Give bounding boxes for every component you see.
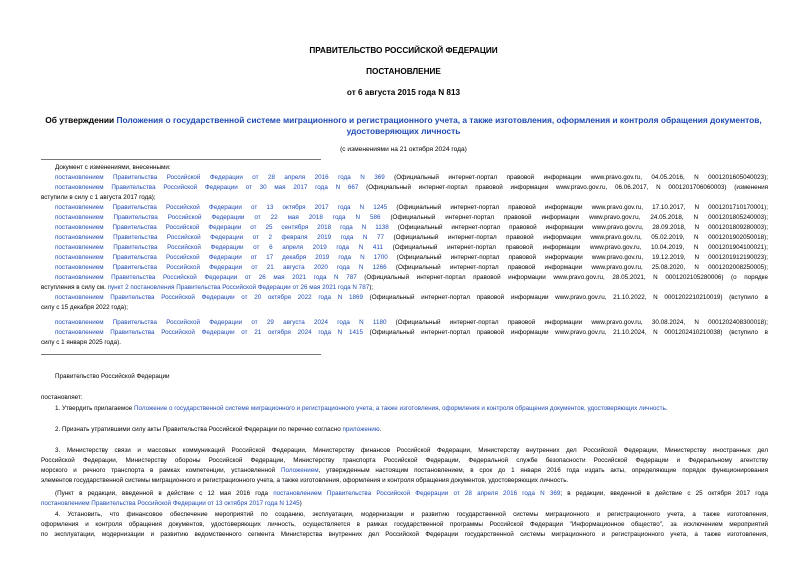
revision-link[interactable]: постановлением Правительства Российской Федерации от 13 октября 2017 года N 1245 [41, 500, 300, 507]
regulation-reference-link[interactable]: Положением [280, 467, 319, 474]
amendment-link[interactable]: постановлением Правительства Российской Федерации от 30 мая 2017 года N 667 [55, 184, 359, 191]
divider-top [41, 159, 321, 160]
revision-note: (с изменениями на 21 октября 2024 года) [340, 146, 467, 153]
amendments-intro: Документ с изменениями, внесенными: [55, 164, 171, 171]
amendment-link[interactable]: постановлением Правительства Российской Федерации от 13 октября 2017 года N 1245 [55, 204, 388, 211]
amendment-item-continuation: вступили в силу с 1 августа 2017 года); [41, 194, 156, 201]
amendment-link[interactable]: постановлением Правительства Российской Федерации от 28 апреля 2016 года N 369 [55, 174, 385, 181]
amendment-link[interactable]: постановлением Правительства Российской Федерации от 17 декабря 2019 года N 1700 [55, 254, 388, 261]
amendment-item: постановлением Правительства Российской Федерации от 29 августа 2024 года N 1180 (Официальный интернет-портал правовой информации www.pravo.gov.ru, 30.08.2024, N 0001202408300018); [55, 319, 768, 326]
paragraph-1: 1. Утвердить прилагаемое Положение о государственной системе миграционного и регистрационного учета, а также изготовления, оформления и контроля обращения документов, удостоверяющих личность. [55, 405, 668, 412]
amendment-item: постановлением Правительства Российской Федерации от 30 мая 2017 года N 667 (Официальный интернет-портал правовой информации www.pravo.gov.ru, 06.06.2017, N 0001201706060003) (изменения [55, 184, 768, 191]
paragraph-3-line: Российской Федерации, Министерству обороны Российской Федерации, Министерству транспорта Российской Федерации, Федеральной службе безопасности Российской Федерации и Федеральному агентству [41, 457, 768, 464]
amendment-link[interactable]: постановлением Правительства Российской Федерации от 6 апреля 2019 года N 411 [55, 244, 383, 251]
amendment-link[interactable]: постановлением Правительства Российской Федерации от 21 октября 2024 года N 1415 [55, 329, 363, 336]
amendment-item-continuation: силу с 1 января 2025 года). [41, 339, 121, 346]
paragraph-4-line: оформления и контроля обращения документов, удостоверяющих личность, осуществляется в рамках государственной программы Российской Федерации "Информационное общество", за исключением мероприятий [41, 521, 768, 528]
amendment-link[interactable]: постановлением Правительства Российской Федерации от 20 октября 2022 года N 1869 [55, 294, 363, 301]
document-type: ПОСТАНОВЛЕНИЕ [366, 67, 441, 76]
amendment-item: постановлением Правительства Российской Федерации от 17 декабря 2019 года N 1700 (Официальный интернет-портал правовой информации www.pravo.gov.ru, 19.12.2019, N 0001201912190023); [55, 254, 768, 261]
paragraph-3-line: 3. Министерству связи и массовых коммуникаций Российской Федерации, Министерству финансов Российской Федерации, Министерству внутренних дел Российской Федерации, Министерству иностранных дел [55, 447, 768, 454]
document-date-number: от 6 августа 2015 года N 813 [346, 88, 461, 97]
amendment-link[interactable]: постановлением Правительства Российской Федерации от 25 сентября 2018 года N 1138 [55, 224, 389, 231]
amendment-link[interactable]: постановлением Правительства Российской Федерации от 26 мая 2021 года N 787 [55, 274, 357, 281]
paragraph-4-line: 4. Установить, что финансовое обеспечение мероприятий по созданию, эксплуатации, модернизации и развитию государственной системы миграционного и регистрационного учета, а также изготовления, [55, 511, 768, 518]
amendment-link[interactable]: постановлением Правительства Российской Федерации от 21 августа 2020 года N 1266 [55, 264, 387, 271]
government-header: ПРАВИТЕЛЬСТВО РОССИЙСКОЙ ФЕДЕРАЦИИ [309, 46, 498, 55]
amendment-link[interactable]: постановлением Правительства Российской Федерации от 2 февраля 2019 года N 77 [55, 234, 384, 241]
amendment-item: постановлением Правительства Российской Федерации от 13 октября 2017 года N 1245 (Официальный интернет-портал правовой информации www.pravo.gov.ru, 17.10.2017, N 0001201710170001); [55, 204, 769, 211]
amendment-item: постановлением Правительства Российской Федерации от 25 сентября 2018 года N 1138 (Официальный интернет-портал правовой информации www.pravo.gov.ru, 28.09.2018, N 0001201809280003); [55, 224, 768, 231]
amendment-link[interactable]: постановлением Правительства Российской Федерации от 29 августа 2024 года N 1180 [55, 319, 387, 326]
amendment-item: постановлением Правительства Российской Федерации от 21 октября 2024 года N 1415 (Официальный интернет-портал правовой информации www.pravo.gov.ru, 21.10.2024, N 0001202410210038) (вступило в [55, 329, 769, 336]
amendment-item: постановлением Правительства Российской Федерации от 26 мая 2021 года N 787 (Официальный интернет-портал правовой информации www.pravo.gov.ru, 28.05.2021, N 0001202105280006) (о порядке [55, 274, 768, 281]
amendment-link[interactable]: постановлением Правительства Российской Федерации от 22 мая 2018 года N 586 [55, 214, 381, 221]
decrees-label: постановляет: [41, 394, 83, 401]
revision-note-line: постановлением Правительства Российской Федерации от 13 октября 2017 года N 1245) [41, 500, 302, 507]
revision-note-line: (Пункт в редакции, введенной в действие с 12 мая 2016 года постановлением Правительства Российской Федерации от 28 апреля 2016 года N 369; в редакции, введенной в действие с 25 октября 2017 года [55, 490, 768, 497]
divider-bottom [41, 354, 321, 355]
entry-into-force-link[interactable]: пункт 2 постановления Правительства Российской Федерации от 26 мая 2021 года N 787 [107, 284, 370, 291]
amendment-item: постановлением Правительства Российской Федерации от 22 мая 2018 года N 586 (Официальный интернет-портал правовой информации www.pravo.gov.ru, 24.05.2018, N 0001201805240003); [55, 214, 769, 221]
document-title-prefix: Об утверждении [45, 115, 117, 125]
amendment-item-continuation: силу с 15 декабря 2022 года); [41, 304, 128, 311]
paragraph-2: 2. Признать утратившими силу акты Правительства Российской Федерации по перечню согласно приложению. [55, 426, 382, 433]
revision-link[interactable]: постановлением Правительства Российской Федерации от 28 апреля 2016 года N 369 [273, 490, 561, 497]
amendment-item-continuation: вступления в силу см. пункт 2 постановления Правительства Российской Федерации от 26 мая 2021 года N 787); [41, 284, 374, 291]
regulation-approval-link[interactable]: Положение о государственной системе миграционного и регистрационного учета, а также изготовления, оформления и контроля обращения документов, удостоверяющих личность [133, 405, 666, 412]
appendix-link[interactable]: приложению [342, 426, 380, 433]
paragraph-3-line: элементов государственной системы миграционного и регистрационного учета, а также изготовления, оформления и контроля обращения документов, удостоверяющих личность. [41, 477, 569, 484]
paragraph-3-line: морского и речного транспорта в рамках компетенции, установленной Положением, утвержденным настоящим постановлением, в срок до 1 января 2016 года издать акты, определяющие порядок функционирования [41, 467, 768, 474]
document-title [40, 115, 767, 137]
amendment-item: постановлением Правительства Российской Федерации от 21 августа 2020 года N 1266 (Официальный интернет-портал правовой информации www.pravo.gov.ru, 25.08.2020, N 0001202008250005); [55, 264, 768, 271]
regulation-link[interactable]: Положения о государственной системе миграционного и регистрационного учета, а также изготовления, оформления и контроля обращения документов, удостоверяющих личность [116, 115, 762, 136]
amendment-item: постановлением Правительства Российской Федерации от 6 апреля 2019 года N 411 (Официальный интернет-портал правовой информации www.pravo.gov.ru, 10.04.2019, N 0001201904100021); [55, 244, 768, 251]
amendment-item: постановлением Правительства Российской Федерации от 28 апреля 2016 года N 369 (Официальный интернет-портал правовой информации www.pravo.gov.ru, 04.05.2016, N 0001201605040023); [55, 174, 768, 181]
amendment-item: постановлением Правительства Российской Федерации от 2 февраля 2019 года N 77 (Официальный интернет-портал правовой информации www.pravo.gov.ru, 05.02.2019, N 0001201902050018); [55, 234, 768, 241]
government-line: Правительство Российской Федерации [55, 373, 170, 380]
paragraph-4-line: по эксплуатации, модернизации и развитию ведомственного сегмента Министерства внутренних дел Российской Федерации государственной системы миграционного и регистрационного учета, а также изготовления, [41, 531, 768, 538]
amendment-item: постановлением Правительства Российской Федерации от 20 октября 2022 года N 1869 (Официальный интернет-портал правовой информации www.pravo.gov.ru, 21.10.2022, N 0001202210210019) (вступило в [55, 294, 769, 301]
